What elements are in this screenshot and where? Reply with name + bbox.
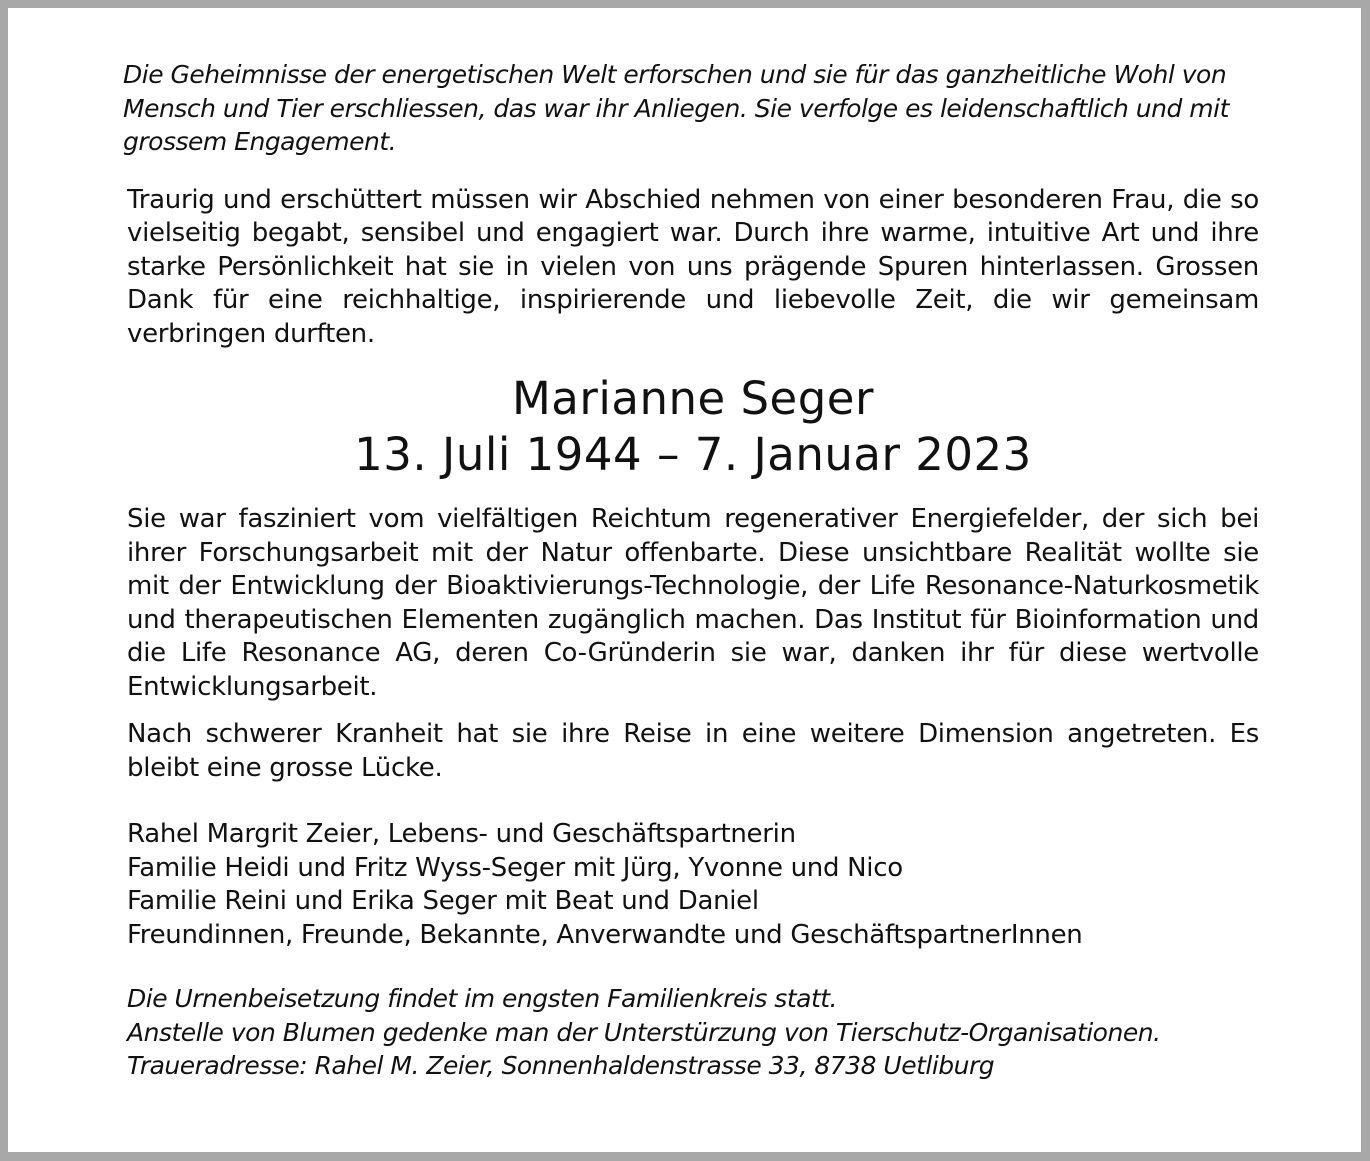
closing-paragraph: Nach schwerer Kranheit hat sie ihre Reise in eine weitere Dimension angetreten. Es bleibt eine grosse Lücke. xyxy=(127,719,1259,783)
signatory-line: Rahel Margrit Zeier, Lebens- und Geschäftspartnerin xyxy=(127,819,796,849)
mourning-address: Traueradresse: Rahel M. Zeier, Sonnenhaldenstrasse 33, 8738 Uetliburg xyxy=(127,1051,995,1080)
intro-quote: Die Geheimnisse der energetischen Welt erforschen und sie für das ganzheitliche Wohl von Mensch und Tier erschliessen, das war ihr Anliegen. Sie verfolge es leidenschaftlich und mit grossem Engagement. xyxy=(123,60,1229,156)
donation-notice: Anstelle von Blumen gedenke man der Unterstürzung von Tierschutz-Organisationen. xyxy=(127,1017,1161,1047)
signatories-list xyxy=(127,818,1259,952)
funeral-notices xyxy=(127,982,1259,1083)
signatory-line: Familie Heidi und Fritz Wyss-Seger mit Jürg, Yvonne und Nico xyxy=(127,852,903,883)
deceased-block xyxy=(127,371,1259,483)
signatory-line: Familie Reini und Erika Seger mit Beat und Daniel xyxy=(127,886,759,916)
deceased-name: Marianne Seger xyxy=(511,372,874,425)
signatory-line: Freundinnen, Freunde, Bekannte, Anverwandte und GeschäftspartnerInnen xyxy=(127,919,1083,950)
burial-notice: Die Urnenbeisetzung findet im engsten Familienkreis statt. xyxy=(127,984,838,1013)
obituary-content xyxy=(123,58,1259,1083)
farewell-paragraph: Traurig und erschüttert müssen wir Abschied nehmen von einer besonderen Frau, die so vielseitig begabt, sensibel und engagiert war. Durch ihre warme, intuitive Art und ihre starke Persönlichkeit hat sie in vielen von uns prägende Spuren hinterlassen. Grossen Dank für eine reichhaltige, inspirierende und liebevolle Zeit, die wir gemeinsam verbringen durften. xyxy=(127,184,1259,349)
life-dates: 13. Juli 1944 – 7. Januar 2023 xyxy=(354,428,1032,481)
research-paragraph: Sie war fasziniert vom vielfältigen Reichtum regenerativer Energiefelder, der sich bei ihrer Forschungsarbeit mit der Natur offenbarte. Diese unsichtbare Realität wollte sie mit der Entwicklung der Bioaktivierungs-Technologie, der Life Resonance-Naturkosmetik und therapeutischen Elementen zugänglich machen. Das Institut für Bioinformation und die Life Resonance AG, deren Co-Gründerin sie war, danken ihr für diese wertvolle Entwicklungsarbeit. xyxy=(127,504,1259,702)
